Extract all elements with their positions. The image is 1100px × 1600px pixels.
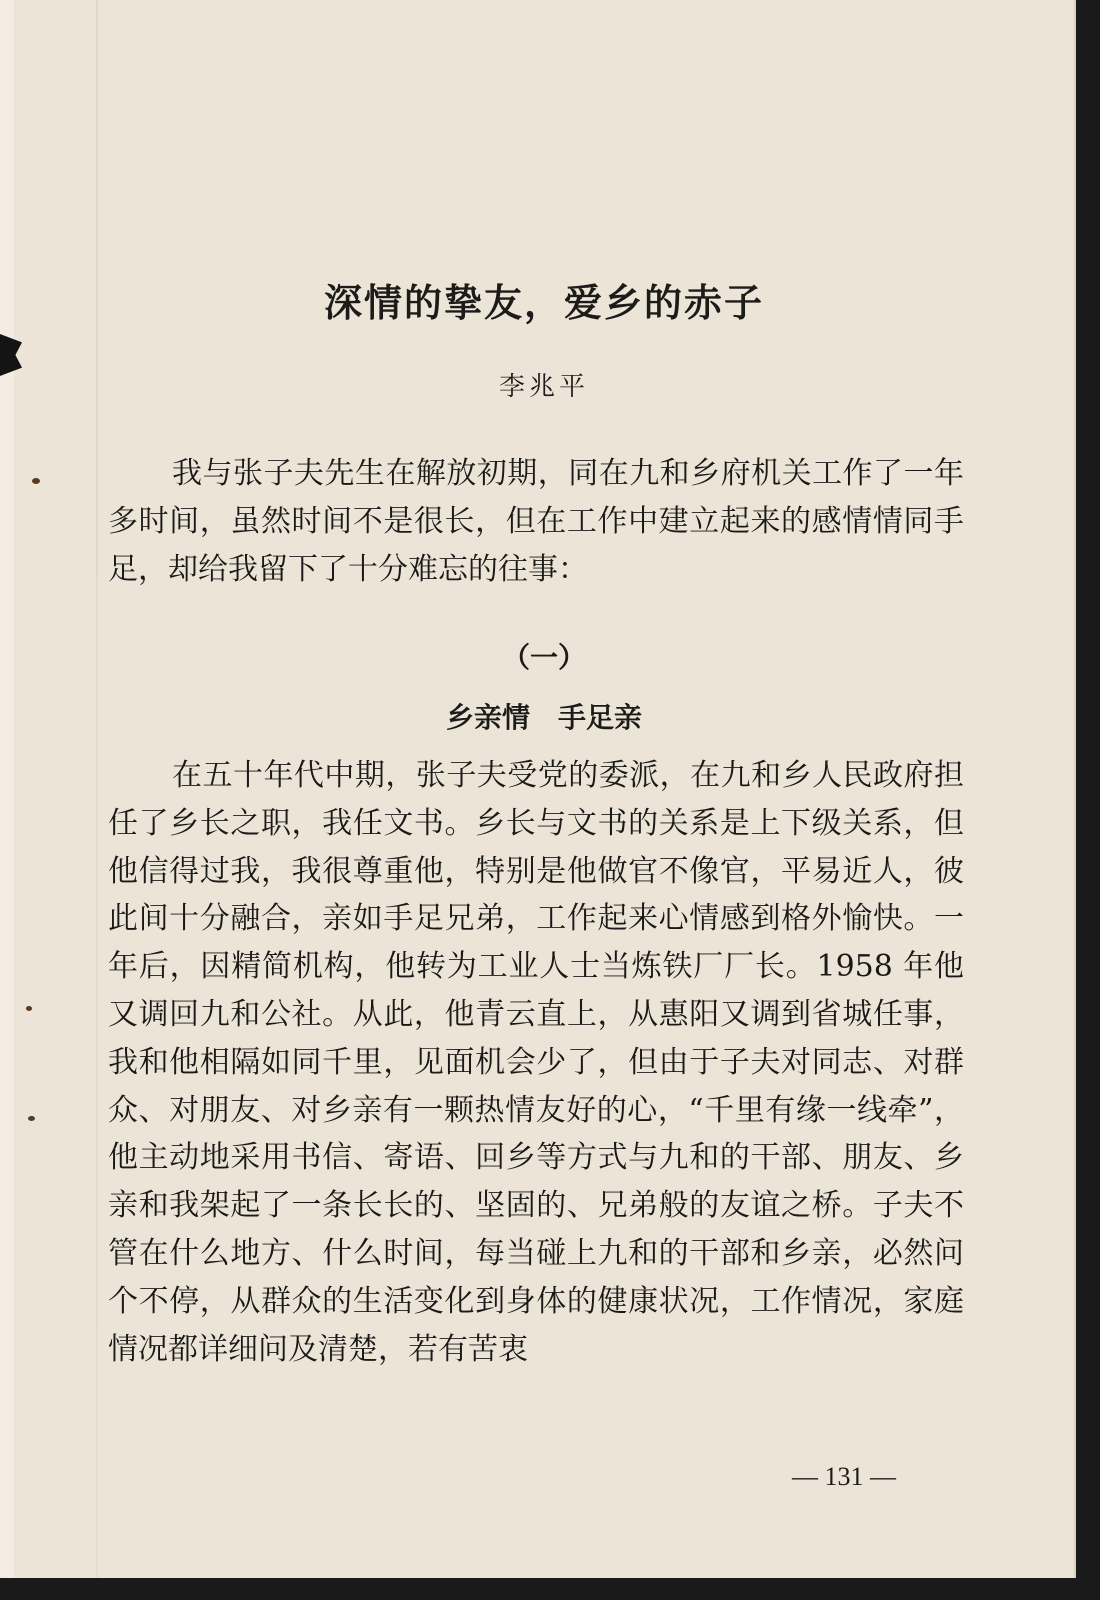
- scan-background-bottom: [0, 1578, 1100, 1600]
- book-page: [14, 0, 1076, 1578]
- body-paragraph: 在五十年代中期，张子夫受党的委派，在九和乡人民政府担任了乡长之职，我任文书。乡长与文书的关系是上下级关系，但他信得过我，我很尊重他，特别是他做官不像官，平易近人，彼此间十分融合，亲如手足兄弟，工作起来心情感到格外愉快。一年后，因精简机构，他转为工业人士当炼铁厂厂长。1958 年他又调回九和公社。从此，他青云直上，从惠阳又调到省城任事，我和他相隔如同千里，见面机会少了，但由于子夫对同志、对群众、对朋友、对乡亲有一颗热情友好的心，“千里有缘一线牵”，他主动地采用书信、寄语、回乡等方式与九和的干部、朋友、乡亲和我架起了一条长长的、坚固的、兄弟般的友谊之桥。子夫不管在什么地方、什么时间，每当碰上九和的干部和乡亲，必然问个不停，从群众的生活变化到身体的健康状况，工作情况，家庭情况都详细问及清楚，若有苦衷: [108, 758, 964, 1367]
- paper-speck: [28, 1116, 35, 1121]
- section-number: （一）: [501, 641, 586, 674]
- article-title: 深情的挚友，爱乡的赤子: [323, 280, 764, 325]
- paper-speck: [32, 478, 40, 484]
- intro-paragraph: 我与张子夫先生在解放初期，同在九和乡府机关工作了一年多时间，虽然时间不是很长，但在工作中建立起来的感情情同手足，却给我留下了十分难忘的往事：: [108, 456, 964, 587]
- section-title: 乡亲情 手足亲: [445, 701, 642, 734]
- page-number: — 131 —: [792, 1462, 896, 1491]
- scan-background-left: [0, 0, 14, 1600]
- page-fold-line: [96, 0, 98, 1578]
- article-author: 李兆平: [498, 372, 589, 402]
- paper-speck: [26, 1006, 32, 1011]
